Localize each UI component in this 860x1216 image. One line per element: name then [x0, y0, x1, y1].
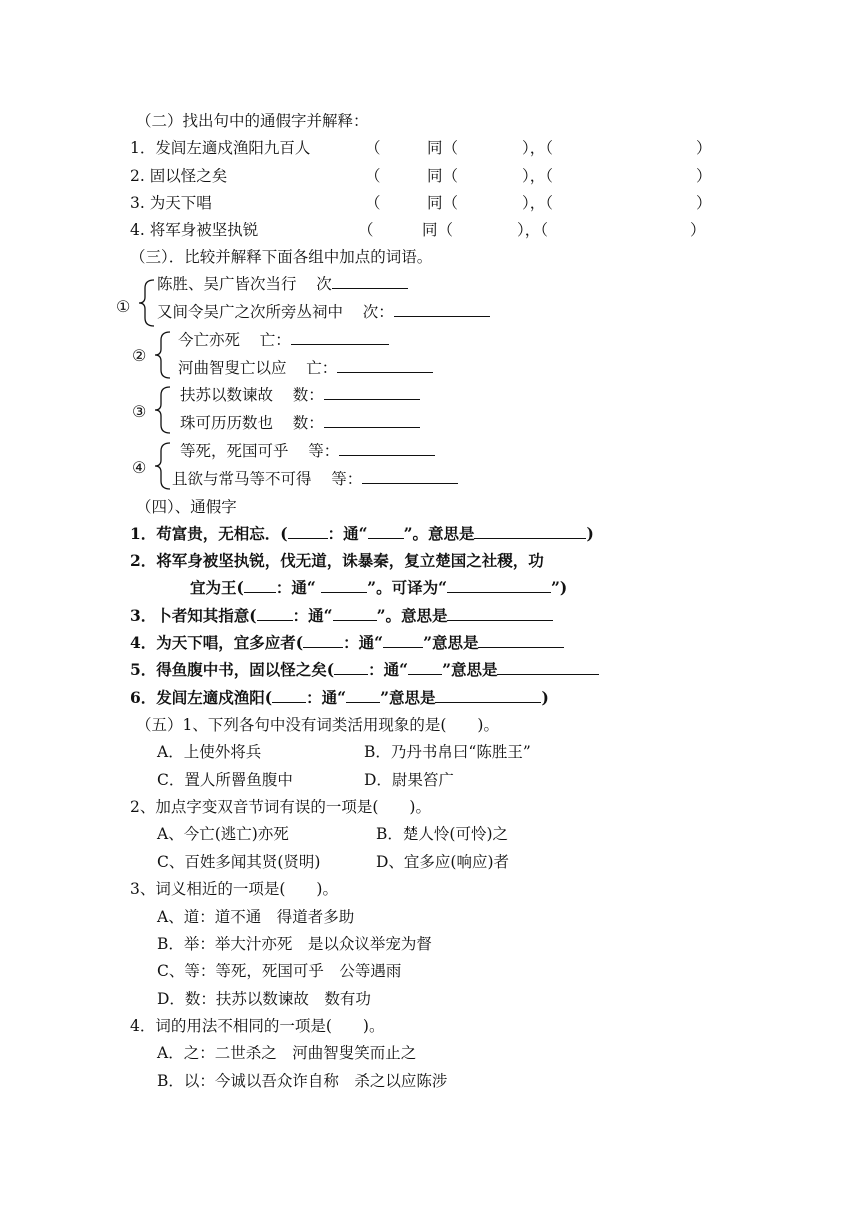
answer-blank[interactable] — [272, 688, 306, 703]
brace-icon — [136, 278, 156, 328]
s5-q4-opt-a[interactable]: A．之：二世杀之 河曲智叟笑而止之 — [157, 1044, 417, 1062]
s2-item-2: 2. 固以怪之矣 — [130, 167, 228, 185]
s5-q3-opt-d[interactable]: D．数：扶苏以数谏故 数有功 — [157, 990, 371, 1008]
answer-blank[interactable] — [447, 578, 551, 593]
s5-q3: 3、词义相近的一项是( )。 — [130, 880, 338, 898]
group-marker: ④ — [132, 458, 147, 477]
group-marker: ③ — [132, 402, 147, 421]
answer-blank[interactable] — [478, 633, 564, 648]
s5-q2-opt-b[interactable]: B．楚人怜(可怜)之 — [376, 825, 508, 843]
s5-q3-opt-c[interactable]: C、等：等死，死国可乎 公等遇雨 — [157, 962, 402, 980]
s2-tong: 同（ — [427, 194, 459, 212]
group3-b: 珠可历历数也 数： — [180, 413, 420, 433]
group-marker: ① — [116, 297, 131, 316]
brace-icon — [152, 330, 172, 380]
s5-q2-opt-c[interactable]: C、百姓多闻其贤(贤明) — [157, 853, 321, 871]
section2-title: （二）找出句中的通假字并解释： — [136, 112, 369, 130]
group-marker: ② — [132, 346, 147, 365]
s2-tong: 同（ — [422, 221, 454, 239]
s2-comma: ），（ — [522, 194, 554, 212]
s2-comma: ），（ — [522, 139, 554, 157]
s4-item-1: 1．苟富贵，无相忘．( ：通“ ”。意思是 ) — [130, 524, 594, 543]
s4-item-5: 5．得鱼腹中书，固以怪之矣( ：通“ ”意思是 — [130, 660, 599, 680]
brace-icon — [152, 441, 172, 491]
answer-blank[interactable] — [334, 660, 368, 675]
answer-blank[interactable] — [333, 606, 377, 621]
answer-blank[interactable] — [394, 302, 490, 317]
group4-a: 等死，死国可乎 等： — [180, 441, 435, 461]
group4-b: 且欲与常马等不可得 等： — [172, 469, 458, 489]
answer-blank[interactable] — [324, 413, 420, 428]
group2-a: 今亡亦死 亡： — [178, 330, 389, 350]
s2-comma: ），（ — [517, 221, 549, 239]
answer-blank[interactable] — [291, 330, 389, 345]
s5-q4-opt-b[interactable]: B．以：今诚以吾众诈自称 杀之以应陈涉 — [157, 1072, 448, 1090]
group2-b: 河曲智叟亡以应 亡： — [178, 358, 433, 378]
s2-paren-close: ） — [690, 221, 706, 239]
s2-paren-open: （ — [365, 167, 381, 185]
answer-blank[interactable] — [321, 578, 367, 593]
answer-blank[interactable] — [383, 633, 423, 648]
answer-blank[interactable] — [346, 688, 380, 703]
section3-title: （三）．比较并解释下面各组中加点的词语。 — [130, 248, 433, 266]
answer-blank[interactable] — [339, 441, 435, 456]
answer-blank[interactable] — [368, 524, 404, 539]
answer-blank[interactable] — [303, 633, 343, 648]
s2-paren-open: （ — [365, 139, 381, 157]
answer-blank[interactable] — [435, 688, 541, 703]
s4-item-2-cont: 宜为王( ：通“ ”。可译为“ ”) — [190, 578, 568, 597]
answer-blank[interactable] — [257, 606, 293, 621]
s5-q4: 4．词的用法不相同的一项是( )。 — [130, 1017, 385, 1035]
answer-blank[interactable] — [362, 469, 458, 484]
s4-item-3: 3．卜者知其指意( ：通“ ”。意思是 — [130, 606, 553, 626]
s5-q1-opt-d[interactable]: D．尉果笞广 — [364, 771, 454, 789]
group3-a: 扶苏以数谏故 数： — [180, 385, 420, 405]
s2-paren-close: ） — [696, 194, 712, 212]
s4-item-2: 2．将军身被坚执锐，伐无道，诛暴秦，复立楚国之社稷，功 — [130, 551, 544, 570]
s5-q2: 2、加点字变双音节词有误的一项是( )。 — [130, 798, 431, 816]
answer-blank[interactable] — [497, 660, 599, 675]
answer-blank[interactable] — [408, 660, 442, 675]
s5-q1: （五）1、下列各句中没有词类活用现象的是( )。 — [136, 716, 499, 734]
s5-q1-opt-a[interactable]: A．上使外将兵 — [157, 743, 262, 761]
answer-blank[interactable] — [474, 524, 586, 539]
s2-paren-open: （ — [365, 194, 381, 212]
s2-paren-close: ） — [696, 139, 712, 157]
s5-q1-opt-c[interactable]: C．置人所罾鱼腹中 — [157, 771, 293, 789]
s4-item-4: 4．为天下唱，宜多应者( ：通“ ”意思是 — [130, 633, 564, 653]
answer-blank[interactable] — [337, 358, 433, 373]
s5-q2-opt-d[interactable]: D、宜多应(响应)者 — [376, 853, 510, 871]
s2-tong: 同（ — [427, 139, 459, 157]
answer-blank[interactable] — [332, 274, 408, 289]
brace-icon — [152, 385, 172, 435]
answer-blank[interactable] — [244, 578, 276, 593]
s2-paren-close: ） — [696, 167, 712, 185]
s2-item-3: 3. 为天下唱 — [130, 194, 212, 212]
s2-item-1: 1．发闾左適戍渔阳九百人 — [130, 139, 311, 157]
s2-item-4: 4. 将军身被坚执锐 — [130, 221, 259, 239]
s2-paren-open: （ — [358, 221, 374, 239]
s5-q3-opt-b[interactable]: B．举：举大汁亦死 是以众议举宠为督 — [157, 935, 432, 953]
s5-q1-opt-b[interactable]: B．乃丹书帛曰“陈胜王” — [364, 743, 531, 761]
s2-comma: ），（ — [522, 167, 554, 185]
answer-blank[interactable] — [324, 385, 420, 400]
group1-a: 陈胜、吴广皆次当行 次 — [157, 274, 408, 294]
s5-q2-opt-a[interactable]: A、今亡(逃亡)亦死 — [157, 825, 289, 843]
group1-b: 又间令吴广之次所旁丛祠中 次： — [157, 302, 490, 322]
s2-tong: 同（ — [427, 167, 459, 185]
section4-title: （四）、通假字 — [136, 498, 237, 516]
s4-item-6: 6．发闾左適戍渔阳( ：通“ ”意思是 ) — [130, 688, 549, 707]
answer-blank[interactable] — [447, 606, 553, 621]
s5-q3-opt-a[interactable]: A、道：道不通 得道者多助 — [157, 908, 355, 926]
answer-blank[interactable] — [288, 524, 328, 539]
